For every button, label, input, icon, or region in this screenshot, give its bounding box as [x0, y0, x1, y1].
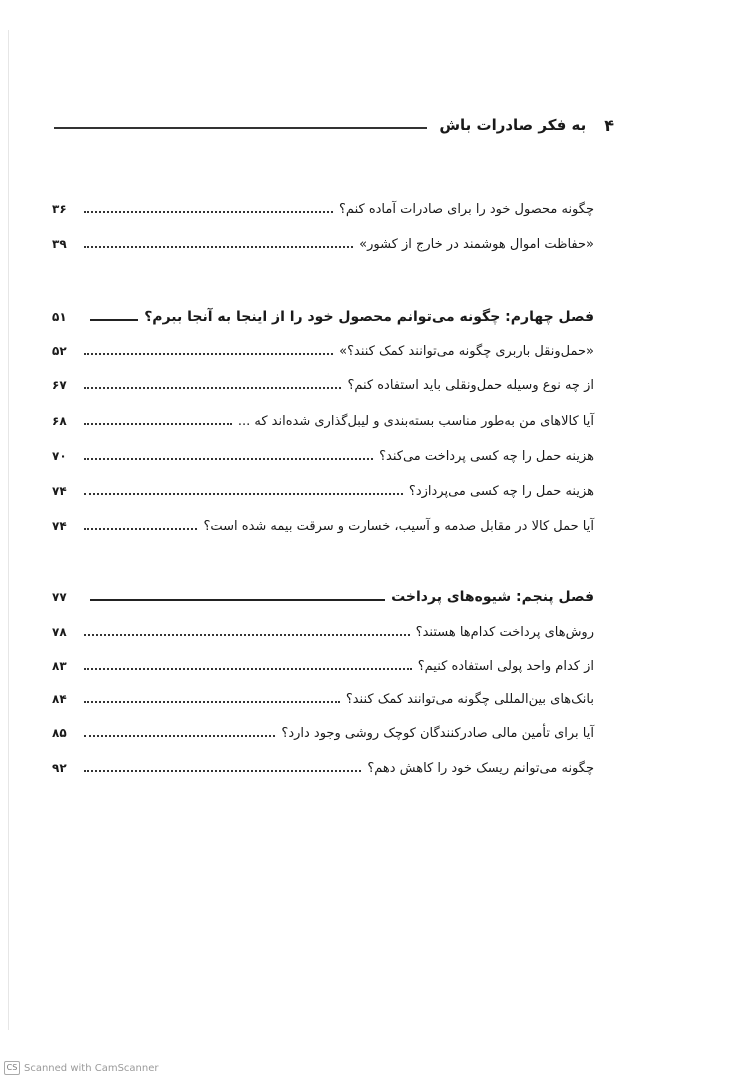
- dot-leader: [84, 770, 361, 772]
- toc-entry[interactable]: [52, 196, 594, 222]
- toc-entry-page: ۸۵: [52, 726, 67, 740]
- toc-entry[interactable]: [52, 653, 594, 679]
- toc-entry[interactable]: [52, 720, 594, 746]
- chapter-leader: [90, 599, 385, 601]
- dot-leader: [84, 735, 275, 737]
- toc-entry-title: بانک‌های بین‌المللی چگونه می‌توانند کمک کنند؟: [345, 691, 594, 707]
- dot-leader: [84, 528, 197, 530]
- toc-entry-page: ۵۲: [52, 344, 67, 358]
- toc-entry-title: «حفاظت اموال هوشمند در خارج از کشور»: [359, 236, 594, 252]
- toc-entry-page: ۶۷: [52, 378, 67, 392]
- toc-entry-title: از کدام واحد پولی استفاده کنیم؟: [417, 658, 594, 674]
- toc-chapter-heading[interactable]: [52, 304, 594, 330]
- dot-leader: [84, 634, 410, 636]
- toc-entry-page: ۷۷: [52, 590, 67, 604]
- toc-entry[interactable]: [52, 408, 594, 434]
- toc-chapter-title: فصل چهارم: چگونه می‌توانم محصول خود را از اینجا به آنجا ببرم؟: [144, 309, 594, 325]
- chapter-leader: [90, 319, 138, 321]
- toc-entry[interactable]: [52, 686, 594, 712]
- dot-leader: [84, 668, 412, 670]
- toc-entry-page: ۶۸: [52, 414, 67, 428]
- dot-leader: [84, 246, 353, 248]
- dot-leader: [84, 211, 333, 213]
- toc-entry-title: چگونه محصول خود را برای صادرات آماده کنم؟: [339, 201, 594, 217]
- header-title: به فکر صادرات باش: [439, 116, 587, 134]
- toc-entry-title: روش‌های پرداخت کدام‌ها هستند؟: [415, 624, 594, 640]
- dot-leader: [84, 423, 232, 425]
- toc-entry-page: ۵۱: [52, 310, 67, 324]
- toc-entry-title: آیا برای تأمین مالی صادرکنندگان کوچک روشی وجود دارد؟: [281, 725, 594, 741]
- toc-chapter-heading[interactable]: [52, 584, 594, 610]
- toc-entry-page: ۷۴: [52, 519, 67, 533]
- toc-entry-page: ۷۴: [52, 484, 67, 498]
- toc-entry-title: چگونه می‌توانم ریسک خود را کاهش دهم؟: [367, 760, 594, 776]
- toc-chapter-title: فصل پنجم: شیوه‌های پرداخت: [391, 589, 594, 605]
- dot-leader: [84, 701, 340, 703]
- toc-entry[interactable]: [52, 755, 594, 781]
- toc-entry-page: ۷۸: [52, 625, 67, 639]
- toc-entry-page: ۳۶: [52, 202, 67, 216]
- toc-entry-page: ۹۲: [52, 761, 67, 775]
- toc-entry-title: هزینه حمل را چه کسی می‌پردازد؟: [408, 483, 594, 499]
- toc-entry-page: ۳۹: [52, 237, 67, 251]
- toc-entry-page: ۸۳: [52, 659, 67, 673]
- dot-leader: [84, 493, 403, 495]
- toc-entry-title: هزینه حمل را چه کسی پرداخت می‌کند؟: [379, 448, 594, 464]
- dot-leader: [84, 387, 341, 389]
- toc-entry-page: ۷۰: [52, 449, 67, 463]
- scanner-watermark: [4, 1061, 159, 1075]
- toc-entry-title: آیا کالاهای من به‌طور مناسب بسته‌بندی و لیبل‌گذاری شده‌اند که ...: [237, 413, 594, 429]
- running-header: [54, 110, 614, 140]
- toc-entry-page: ۸۴: [52, 692, 67, 706]
- toc-entry-title: «حمل‌ونقل باربری چگونه می‌توانند کمک کنند؟»: [339, 343, 594, 359]
- toc-entry[interactable]: [52, 338, 594, 364]
- toc-entry[interactable]: [52, 231, 594, 257]
- dot-leader: [84, 458, 373, 460]
- header-page-number: ۴: [604, 115, 614, 135]
- toc-entry-title: آیا حمل کالا در مقابل صدمه و آسیب، خسارت و سرقت بیمه شده است؟: [203, 518, 594, 534]
- toc-entry[interactable]: [52, 443, 594, 469]
- dot-leader: [84, 353, 333, 355]
- toc-entry[interactable]: [52, 372, 594, 398]
- toc-entry-title: از چه نوع وسیله حمل‌ونقلی باید استفاده کنم؟: [347, 377, 594, 393]
- header-rule: [54, 127, 427, 129]
- watermark-text: Scanned with CamScanner: [24, 1062, 159, 1074]
- toc-entry[interactable]: [52, 478, 594, 504]
- toc-entry[interactable]: [52, 513, 594, 539]
- camscanner-logo-icon: CS: [4, 1061, 20, 1075]
- toc-entry[interactable]: [52, 619, 594, 645]
